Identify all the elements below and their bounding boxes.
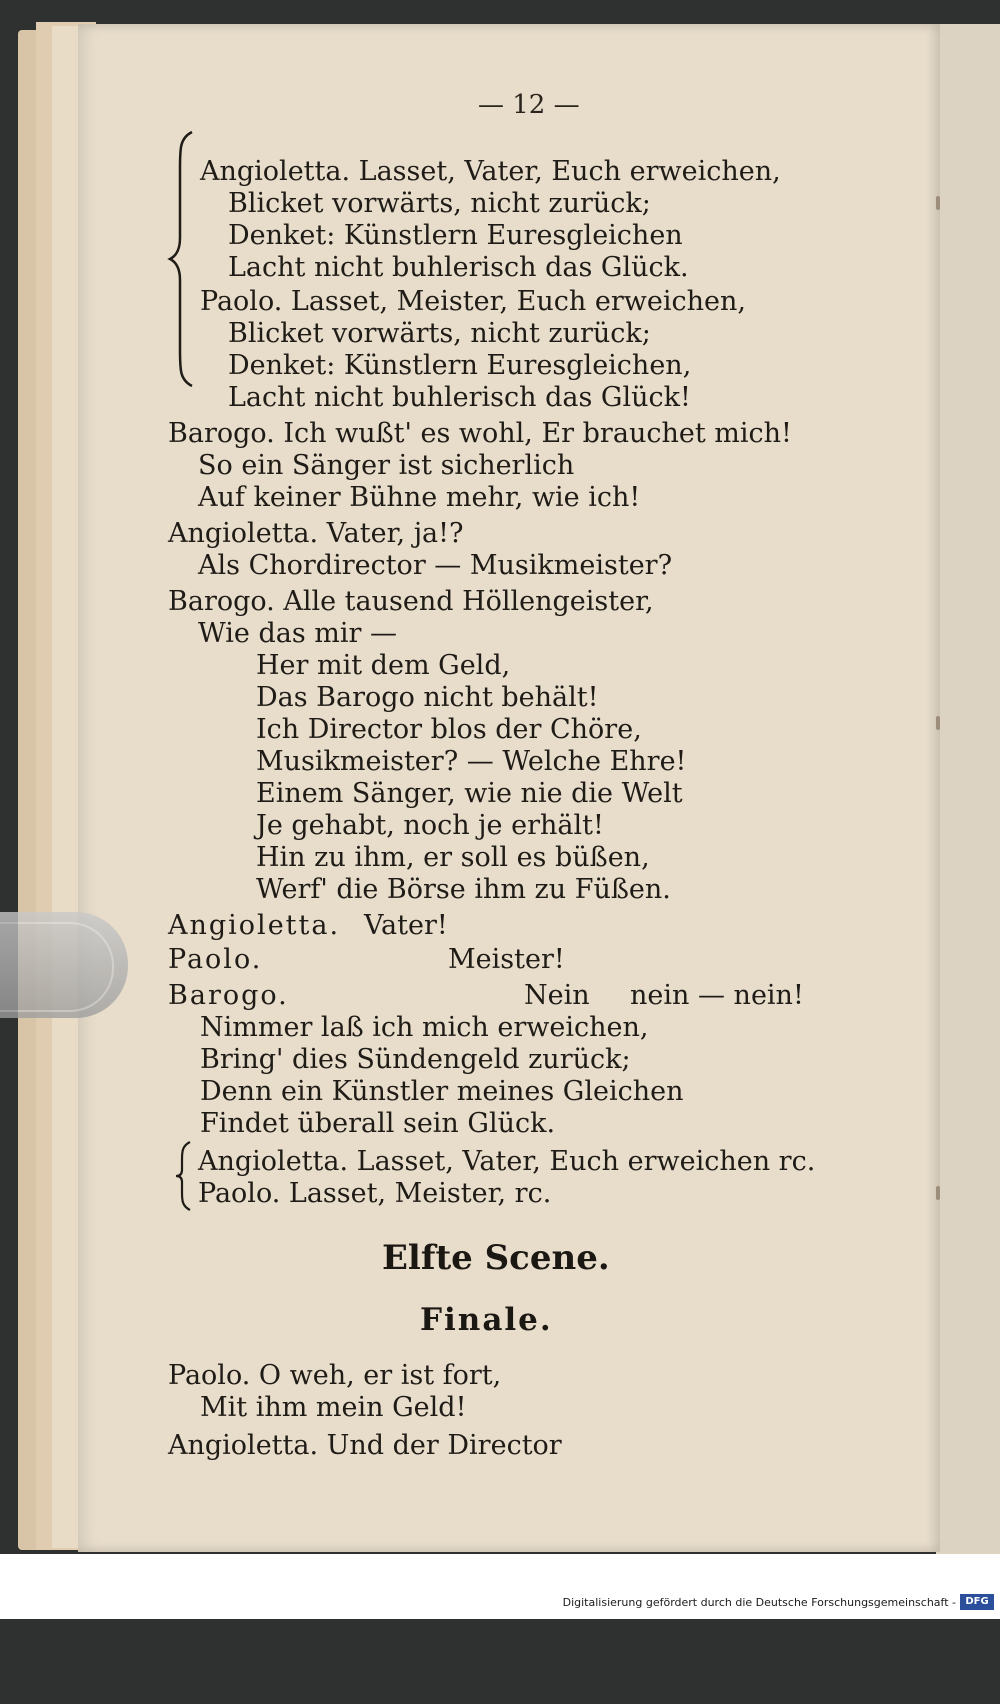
scene-title: Elfte Scene. (382, 1238, 610, 1278)
dialogue-line: Je gehabt, noch je erhält! (256, 810, 604, 841)
dialogue-line: Als Chordirector — Musikmeister? (198, 550, 673, 581)
stitch-mark (936, 196, 940, 210)
dialogue-line: Das Barogo nicht behält! (256, 682, 599, 713)
dialogue-line: Denket: Künstlern Euresgleichen, (228, 350, 692, 381)
dialogue-line: Musikmeister? — Welche Ehre! (256, 746, 687, 777)
dialogue-line: Meister! (448, 944, 565, 975)
dialogue-line: Findet überall sein Glück. (200, 1108, 556, 1139)
speaker-name: Paolo. (168, 944, 263, 975)
dialogue-line: Nein (524, 980, 590, 1011)
stitch-mark (936, 716, 940, 730)
footer-credit: Digitalisierung gefördert durch die Deutsche Forschungsgemeinschaft - (562, 1596, 956, 1609)
stitch-mark (936, 1186, 940, 1200)
dialogue-line: Vater! (364, 910, 448, 941)
facing-page (936, 24, 1000, 1554)
dialogue-line: Ich Director blos der Chöre, (256, 714, 642, 745)
dialogue-line: So ein Sänger ist sicherlich (198, 450, 575, 481)
dialogue-line: Lacht nicht buhlerisch das Glück. (228, 252, 689, 283)
dialogue-line: Paolo. Lasset, Meister, Euch erweichen, (200, 286, 746, 317)
dialogue-line: Mit ihm mein Geld! (200, 1392, 467, 1423)
dialogue-line: Bring' dies Sündengeld zurück; (200, 1044, 631, 1075)
brace-top (166, 128, 196, 390)
page-number: — 12 — (478, 90, 580, 120)
dialogue-line: Angioletta. Und der Director (168, 1430, 562, 1461)
dialogue-line: Her mit dem Geld, (256, 650, 511, 681)
speaker-name: Barogo. (168, 980, 289, 1011)
dialogue-line: Barogo. Alle tausend Höllengeister, (168, 586, 654, 617)
dialogue-line: Barogo. Ich wußt' es wohl, Er brauchet mich! (168, 418, 792, 449)
dialogue-line: Denn ein Künstler meines Gleichen (200, 1076, 684, 1107)
dialogue-line: Angioletta. Lasset, Vater, Euch erweichen, (200, 156, 781, 187)
dialogue-line: Nimmer laß ich mich erweichen, (200, 1012, 649, 1043)
dialogue-line: Werf' die Börse ihm zu Füßen. (256, 874, 671, 905)
dialogue-line: Blicket vorwärts, nicht zurück; (228, 188, 651, 219)
dialogue-line: Angioletta. Vater, ja!? (168, 518, 464, 549)
dialogue-line: Blicket vorwärts, nicht zurück; (228, 318, 651, 349)
dialogue-line: Wie das mir — (198, 618, 398, 649)
dialogue-line: Lacht nicht buhlerisch das Glück! (228, 382, 691, 413)
speaker-name: Angioletta. (168, 910, 341, 941)
footer-bar (0, 1554, 1000, 1619)
dialogue-line: Hin zu ihm, er soll es büßen, (256, 842, 650, 873)
brace-bottom (172, 1140, 194, 1212)
book-page (78, 24, 940, 1552)
page-tab (0, 912, 128, 1018)
dialogue-line: nein — nein! (630, 980, 804, 1011)
dfg-logo: DFG (960, 1594, 994, 1610)
dialogue-line: Paolo. Lasset, Meister, rc. (198, 1178, 552, 1209)
dialogue-line: Denket: Künstlern Euresgleichen (228, 220, 683, 251)
dialogue-line: Angioletta. Lasset, Vater, Euch erweichen rc. (198, 1146, 816, 1177)
dialogue-line: Paolo. O weh, er ist fort, (168, 1360, 502, 1391)
dialogue-line: Einem Sänger, wie nie die Welt (256, 778, 683, 809)
dialogue-line: Auf keiner Bühne mehr, wie ich! (198, 482, 641, 513)
scene-subtitle: Finale. (420, 1302, 553, 1338)
